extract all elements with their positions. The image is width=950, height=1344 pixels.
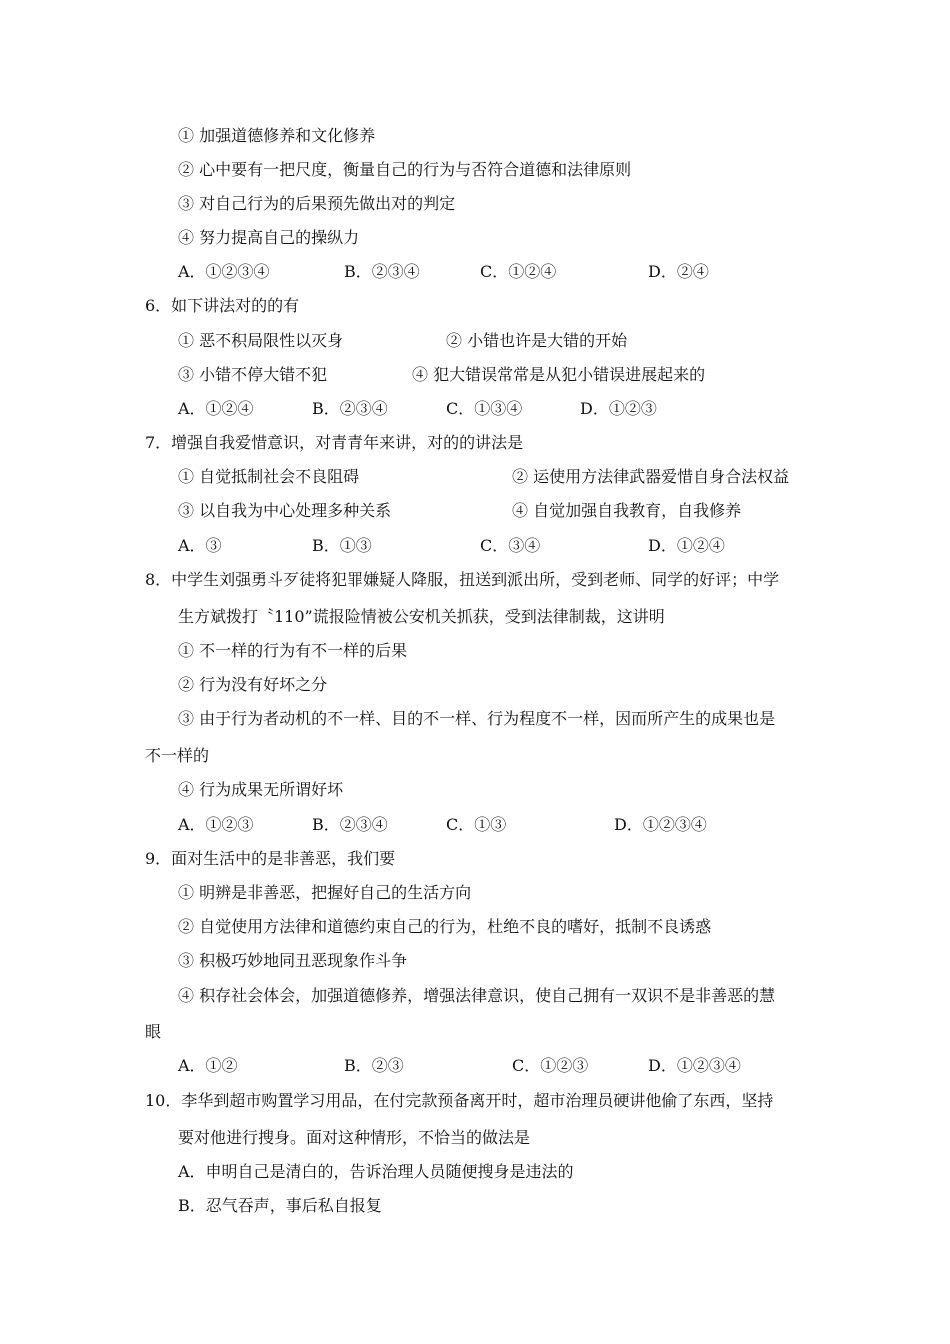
q8-option-a: A．①②③ bbox=[178, 815, 254, 834]
q7-option-a: A．③ bbox=[178, 536, 222, 555]
q9-item-4: ④ 积存社会体会，加强道德修养，增强法律意识，使自己拥有一双识不是非善恶的慧 bbox=[178, 986, 776, 1005]
q8-item-4: ④ 行为成果无所谓好坏 bbox=[178, 780, 344, 799]
q7-stem: 7．增强自我爱惜意识，对青青年来讲，对的的讲法是 bbox=[145, 433, 524, 452]
q7-option-d: D．①②④ bbox=[648, 536, 725, 555]
q9-option-b: B．②③ bbox=[344, 1056, 404, 1075]
q6-option-a: A．①②④ bbox=[178, 399, 254, 418]
q7-option-c: C．③④ bbox=[480, 536, 541, 555]
q6-option-d: D．①②③ bbox=[580, 399, 657, 418]
q7-item-3: ③ 以自我为中心处理多种关系 bbox=[178, 501, 392, 520]
q9-item-3: ③ 积极巧妙地同丑恶现象作斗争 bbox=[178, 951, 408, 970]
q8-item-3: ③ 由于行为者动机的不一样、目的不一样、行为程度不一样，因而所产生的成果也是 bbox=[178, 709, 776, 728]
q9-item-2: ② 自觉使用方法律和道德约束自己的行为，杜绝不良的嗜好，抵制不良诱惑 bbox=[178, 917, 712, 936]
q8-option-b: B．②③④ bbox=[312, 815, 388, 834]
q9-option-a: A．①② bbox=[178, 1056, 238, 1075]
q5-item-2: ② 心中要有一把尺度，衡量自己的行为与否符合道德和法律原则 bbox=[178, 160, 632, 179]
q8-item-2: ② 行为没有好坏之分 bbox=[178, 675, 328, 694]
q6-option-b: B．②③④ bbox=[312, 399, 388, 418]
q9-stem: 9．面对生活中的是非善恶，我们要 bbox=[145, 849, 396, 868]
q5-item-3: ③ 对自己行为的后果预先做出对的判定 bbox=[178, 194, 456, 213]
q9-item-1: ① 明辨是非善恶，把握好自己的生活方向 bbox=[178, 883, 472, 902]
q10-option-a: A．申明自己是清白的，告诉治理人员随便搜身是违法的 bbox=[178, 1162, 574, 1181]
q6-option-c: C．①③④ bbox=[446, 399, 523, 418]
q8-item-3-wrap: 不一样的 bbox=[145, 746, 210, 765]
q7-item-4: ④ 自觉加强自我教育，自我修养 bbox=[512, 501, 742, 520]
q8-stem-line1: 8．中学生刘强勇斗歹徒将犯罪嫌疑人降服，扭送到派出所，受到老师、同学的好评；中学 bbox=[145, 570, 780, 589]
q9-option-d: D．①②③④ bbox=[648, 1056, 741, 1075]
q8-option-d: D．①②③④ bbox=[614, 815, 707, 834]
q5-option-c: C．①②④ bbox=[480, 262, 557, 281]
q8-option-c: C．①③ bbox=[446, 815, 507, 834]
q6-stem: 6．如下讲法对的的有 bbox=[145, 296, 300, 315]
q7-option-b: B．①③ bbox=[312, 536, 372, 555]
q5-option-b: B．②③④ bbox=[344, 262, 420, 281]
q6-item-4: ④ 犯大错误常常是从犯小错误进展起来的 bbox=[412, 365, 706, 384]
q8-item-1: ① 不一样的行为有不一样的后果 bbox=[178, 641, 408, 660]
q6-item-2: ② 小错也许是大错的开始 bbox=[446, 331, 628, 350]
q5-option-a: A．①②③④ bbox=[178, 262, 270, 281]
q10-stem-line2: 要对他进行搜身。面对这种情形，不恰当的做法是 bbox=[178, 1128, 531, 1147]
q8-stem-line2: 生方斌拨打〝110”谎报险情被公安机关抓获，受到法律制裁，这讲明 bbox=[178, 607, 665, 626]
q9-item-4-wrap: 眼 bbox=[145, 1022, 162, 1041]
q10-option-b: B．忍气吞声，事后私自报复 bbox=[178, 1196, 382, 1215]
q6-item-3: ③ 小错不停大错不犯 bbox=[178, 365, 328, 384]
q5-option-d: D．②④ bbox=[648, 262, 709, 281]
q5-item-4: ④ 努力提高自己的操纵力 bbox=[178, 228, 360, 247]
q5-item-1: ① 加强道德修养和文化修养 bbox=[178, 126, 376, 145]
q7-item-1: ① 自觉抵制社会不良阻碍 bbox=[178, 467, 360, 486]
q9-option-c: C．①②③ bbox=[512, 1056, 589, 1075]
q6-item-1: ① 恶不积局限性以灭身 bbox=[178, 331, 344, 350]
q10-stem-line1: 10．李华到超市购置学习用品，在付完款预备离开时，超市治理员硬讲他偷了东西，坚持 bbox=[145, 1091, 774, 1110]
q7-item-2: ② 运使用方法律武器爱惜自身合法权益 bbox=[512, 467, 790, 486]
